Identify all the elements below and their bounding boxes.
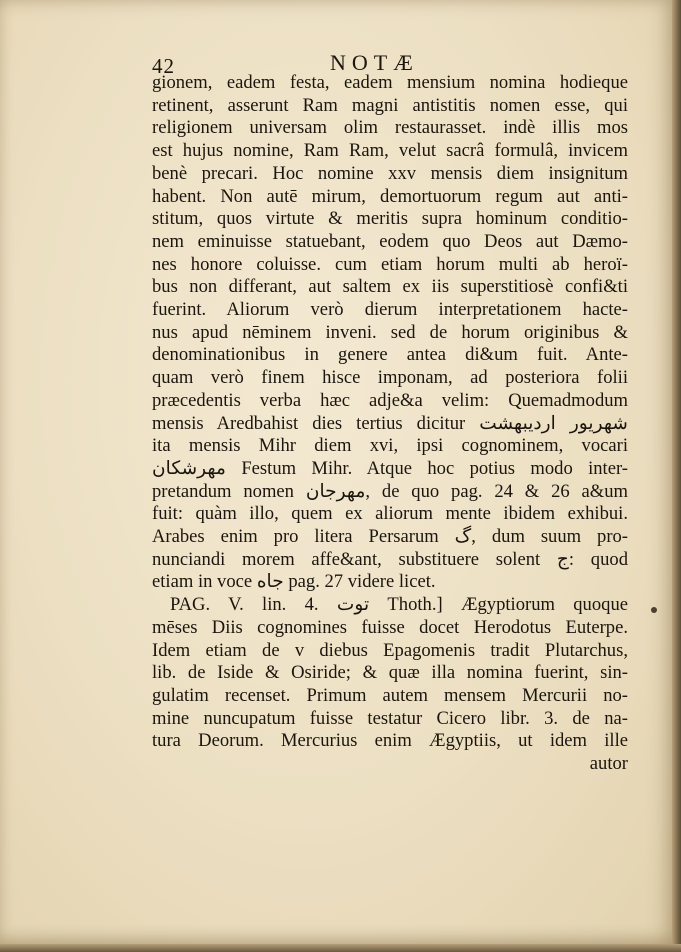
text-line: bus non differant, aut saltem ex iis superstitiosè confi&ti <box>152 276 628 298</box>
text-line: mine nuncupatum fuisse testatur Cicero libr. 3. de na- <box>152 707 628 729</box>
text-line: lib. de Iside & Osiride; & quæ illa nomina fuerint, sin- <box>152 662 628 684</box>
margin-mark <box>651 607 657 613</box>
text-line: quam verò finem hisce imponam, ad posteriora folii <box>152 367 628 389</box>
running-head: NOTÆ <box>330 50 419 75</box>
text-line: pretandum nomen مهرجان, de quo pag. 24 & 26 a&um <box>152 480 629 502</box>
text-line: habent. Non autē mirum, demortuorum regum aut anti- <box>152 185 628 207</box>
text-line: religionem universam olim restaurasset. indè illis mos <box>152 117 628 139</box>
text-line: stitum, quos virtute & meritis supra hominum conditio- <box>152 208 628 230</box>
text-line: mensis Aredbahist dies tertius dicitur شهریور ارديبهشت <box>152 412 628 434</box>
text-line: etiam in voce جاه pag. 27 videre licet. <box>152 571 436 593</box>
text-line: مهرشکان Festum Mihr. Atque hoc potius modo inter- <box>152 457 628 479</box>
page-edge-right <box>672 0 681 952</box>
text-line: fuit: quàm illo, quem ex aliorum mente ibidem exhibui. <box>152 503 628 525</box>
text-line: præcedentis verba hæc adje&a velim: Quemadmodum <box>152 389 628 411</box>
text-line: benè precari. Hoc nomine xxv mensis diem insignitum <box>152 162 628 184</box>
text-line: Arabes enim pro litera Persarum گ, dum suum pro- <box>152 526 628 548</box>
text-line: retinent, asserunt Ram magni antistitis nomen esse, qui <box>152 94 628 116</box>
text-line: PAG. V. lin. 4. توت Thoth.] Ægyptiorum quoque <box>170 594 628 616</box>
text-line: denominationibus in genere antea di&um fuit. Ante- <box>152 344 628 366</box>
text-line: nes honore coluisse. cum etiam horum multi ab heroï- <box>152 253 628 275</box>
text-line: Idem etiam de v diebus Epagomenis tradit Plutarchus, <box>152 639 628 661</box>
text-line: gionem, eadem festa, eadem mensium nomina hodieque <box>152 72 628 93</box>
text-line: tura Deorum. Mercurius enim Ægyptiis, ut idem ille <box>152 730 628 752</box>
text-line: nem eminuisse statuebant, eodem quo Deos aut Dæmo- <box>152 230 628 252</box>
body-text <box>152 72 628 776</box>
text-line: fuerint. Aliorum verò dierum interpretationem hacte- <box>152 299 628 321</box>
text-line: est hujus nomine, Ram Ram, velut sacrâ formulâ, invicem <box>152 140 628 162</box>
text-line: nus apud nēminem inveni. sed de horum originibus & <box>152 321 628 343</box>
catchword: autor <box>589 753 628 775</box>
page-edge-bottom <box>0 944 681 952</box>
text-line: ita mensis Mihr diem xvi, ipsi cognominem, vocari <box>152 435 628 457</box>
text-line: mēses Diis cognomines fuisse docet Herodotus Euterpe. <box>152 616 628 638</box>
text-line: gulatim recenset. Primum autem mensem Mercurii no- <box>152 684 628 706</box>
text-line: nunciandi morem affe&ant, substituere solent ج: quod <box>152 548 628 570</box>
page-number: 42 <box>152 54 175 78</box>
